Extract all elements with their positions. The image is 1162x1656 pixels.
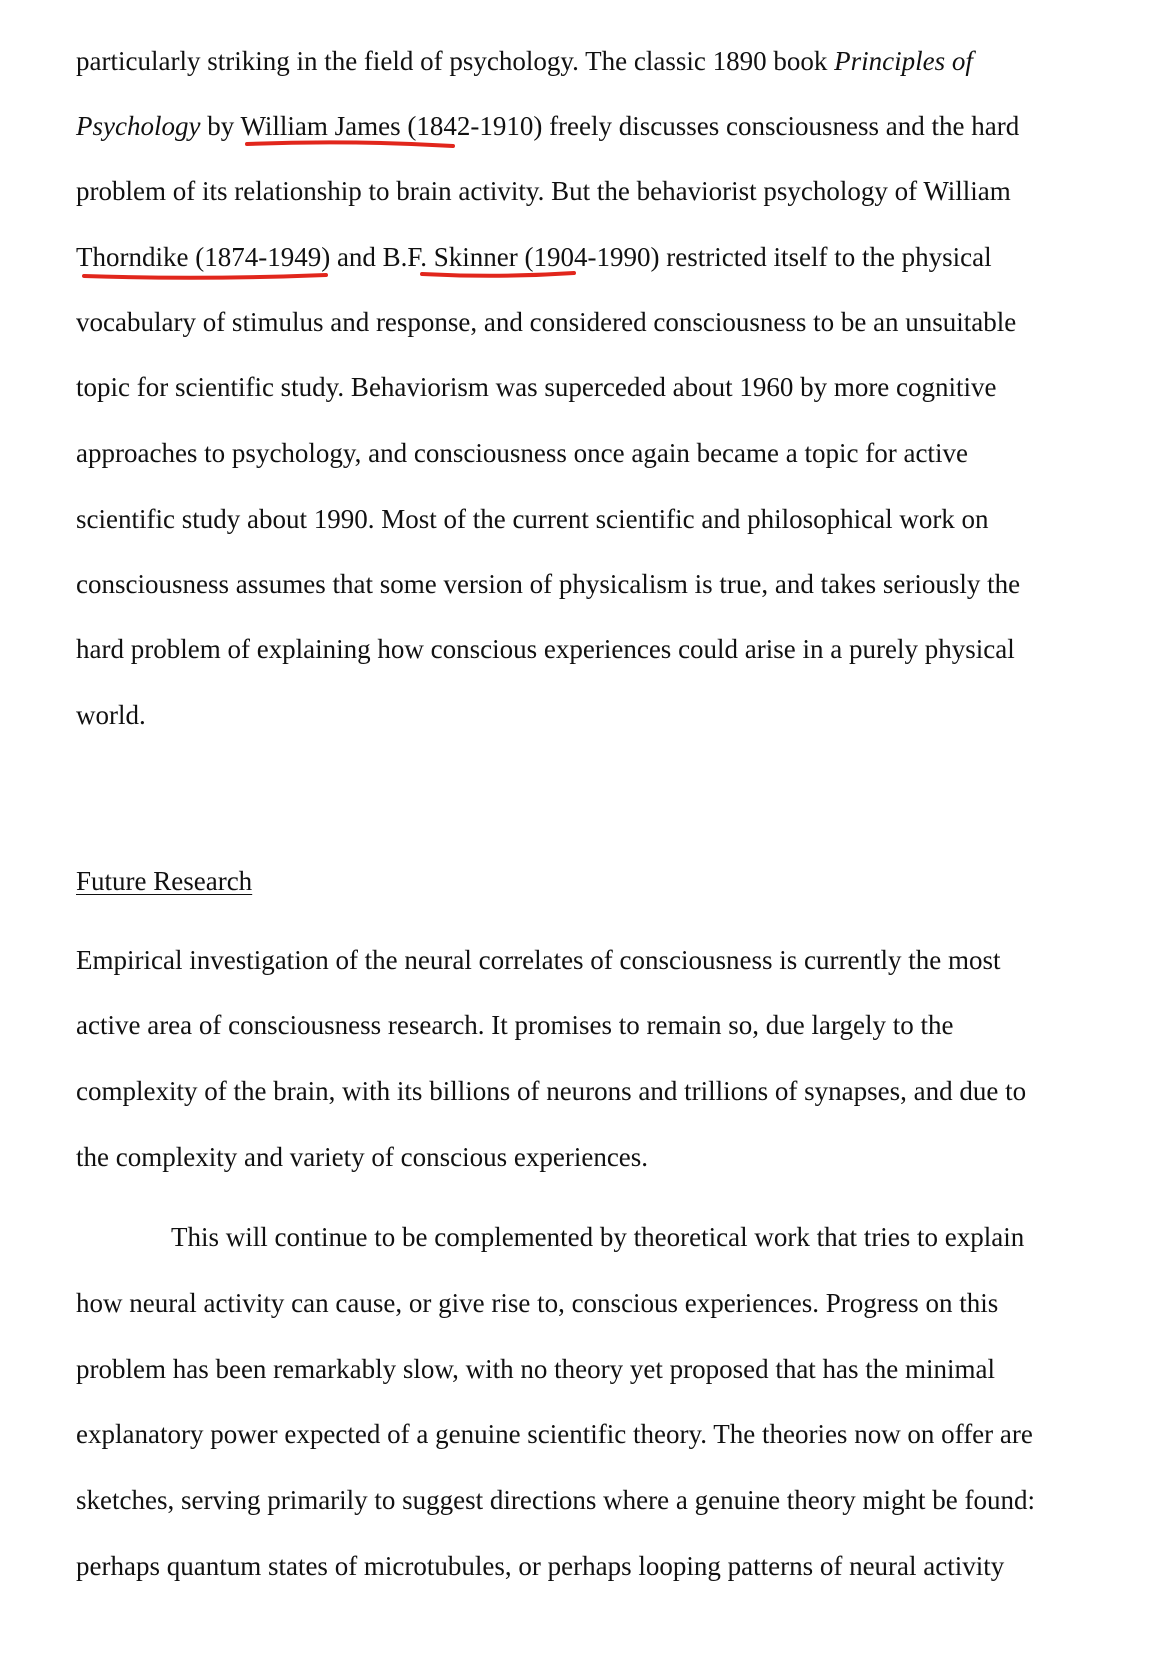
paragraph-3-line-3: problem has been remarkably slow, with no theory yet proposed that has the minimal bbox=[76, 1354, 996, 1384]
text-run: particularly striking in the field of psychology. The classic 1890 book bbox=[76, 46, 835, 76]
paragraph-1-line-6: topic for scientific study. Behaviorism was superceded about 1960 by more cognitive bbox=[76, 372, 997, 402]
paragraph-1-line-8: scientific study about 1990. Most of the current scientific and philosophical work on bbox=[76, 504, 989, 534]
paragraph-1-line-5: vocabulary of stimulus and response, and considered consciousness to be an unsuitable bbox=[76, 307, 1017, 337]
paragraph-3-line-5: sketches, serving primarily to suggest directions where a genuine theory might be found: bbox=[76, 1485, 1036, 1515]
paragraph-3-line-1: This will continue to be complemented by theoretical work that tries to explain bbox=[171, 1222, 1025, 1252]
text-run: by William James (1842-1910) freely discusses consciousness and the hard bbox=[200, 111, 1020, 141]
book-title-italic: Principles of bbox=[834, 46, 973, 76]
paragraph-1-line-11: world. bbox=[76, 700, 146, 730]
paragraph-2-line-4: the complexity and variety of conscious experiences. bbox=[76, 1142, 649, 1172]
paragraph-3-line-6: perhaps quantum states of microtubules, or perhaps looping patterns of neural activity bbox=[76, 1551, 1005, 1581]
paragraph-2-line-1: Empirical investigation of the neural correlates of consciousness is currently the most bbox=[76, 945, 1001, 975]
paragraph-2-line-2: active area of consciousness research. It promises to remain so, due largely to the bbox=[76, 1010, 954, 1040]
paragraph-1-line-1 bbox=[76, 44, 973, 78]
paragraph-1-line-7: approaches to psychology, and consciousness once again became a topic for active bbox=[76, 438, 968, 468]
paragraph-3-line-4: explanatory power expected of a genuine scientific theory. The theories now on offer are bbox=[76, 1419, 1033, 1449]
paragraph-1-line-9: consciousness assumes that some version of physicalism is true, and takes seriously the bbox=[76, 569, 1021, 599]
book-title-italic: Psychology bbox=[76, 111, 201, 141]
section-heading: Future Research bbox=[76, 866, 253, 896]
paragraph-1-line-3: problem of its relationship to brain activity. But the behaviorist psychology of William bbox=[76, 176, 1011, 206]
paragraph-1-line-2 bbox=[76, 109, 1019, 143]
paragraph-2-line-3: complexity of the brain, with its billions of neurons and trillions of synapses, and due to bbox=[76, 1076, 1027, 1106]
paragraph-1-line-4: Thorndike (1874-1949) and B.F. Skinner (1904-1990) restricted itself to the physical bbox=[76, 242, 992, 272]
paragraph-3-line-2: how neural activity can cause, or give rise to, conscious experiences. Progress on this bbox=[76, 1288, 999, 1318]
paragraph-1-line-10: hard problem of explaining how conscious experiences could arise in a purely physical bbox=[76, 634, 1015, 664]
